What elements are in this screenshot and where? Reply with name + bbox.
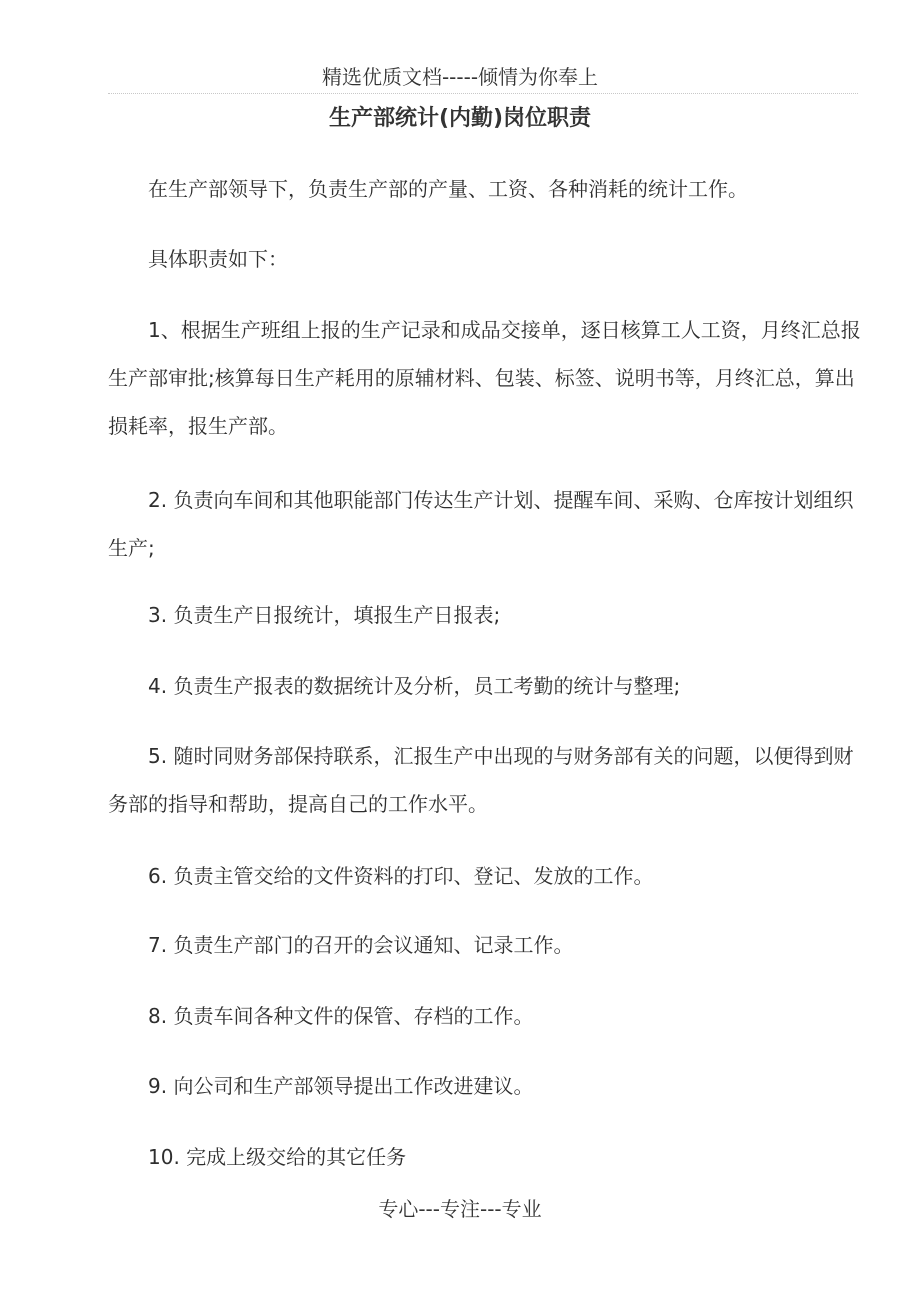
header-divider [108, 93, 858, 94]
duty-item-10: 10. 完成上级交给的其它任务 [148, 1145, 407, 1169]
duty-item-2: 2. 负责向车间和其他职能部门传达生产计划、提醒车间、采购、仓库按计划组织生产; [108, 488, 854, 560]
document-title: 生产部统计(内勤)岗位职责 [328, 106, 592, 131]
duty-item-6: 6. 负责主管交给的文件资料的打印、登记、发放的工作。 [148, 864, 654, 888]
duty-item-9: 9. 向公司和生产部领导提出工作改进建议。 [148, 1074, 534, 1098]
duty-item-1: 1、根据生产班组上报的生产记录和成品交接单，逐日核算工人工资，月终汇总报生产部审批;核算每日生产耗用的原辅材料、包装、标签、说明书等，月终汇总，算出损耗率，报生产部。 [108, 318, 861, 438]
duty-item-7: 7. 负责生产部门的召开的会议通知、记录工作。 [148, 933, 574, 957]
intro-paragraph: 在生产部领导下，负责生产部的产量、工资、各种消耗的统计工作。 [148, 177, 748, 201]
duties-lead: 具体职责如下： [148, 247, 288, 271]
page-header: 精选优质文档-----倾情为你奉上 [321, 65, 599, 89]
page-footer: 专心---专注---专业 [378, 1197, 542, 1221]
duty-item-3: 3. 负责生产日报统计，填报生产日报表; [148, 603, 501, 627]
duty-item-4: 4. 负责生产报表的数据统计及分析，员工考勤的统计与整理; [148, 674, 681, 698]
duty-item-5: 5. 随时同财务部保持联系，汇报生产中出现的与财务部有关的问题，以便得到财务部的指导和帮助，提高自己的工作水平。 [108, 744, 854, 816]
duty-item-8: 8. 负责车间各种文件的保管、存档的工作。 [148, 1004, 534, 1028]
